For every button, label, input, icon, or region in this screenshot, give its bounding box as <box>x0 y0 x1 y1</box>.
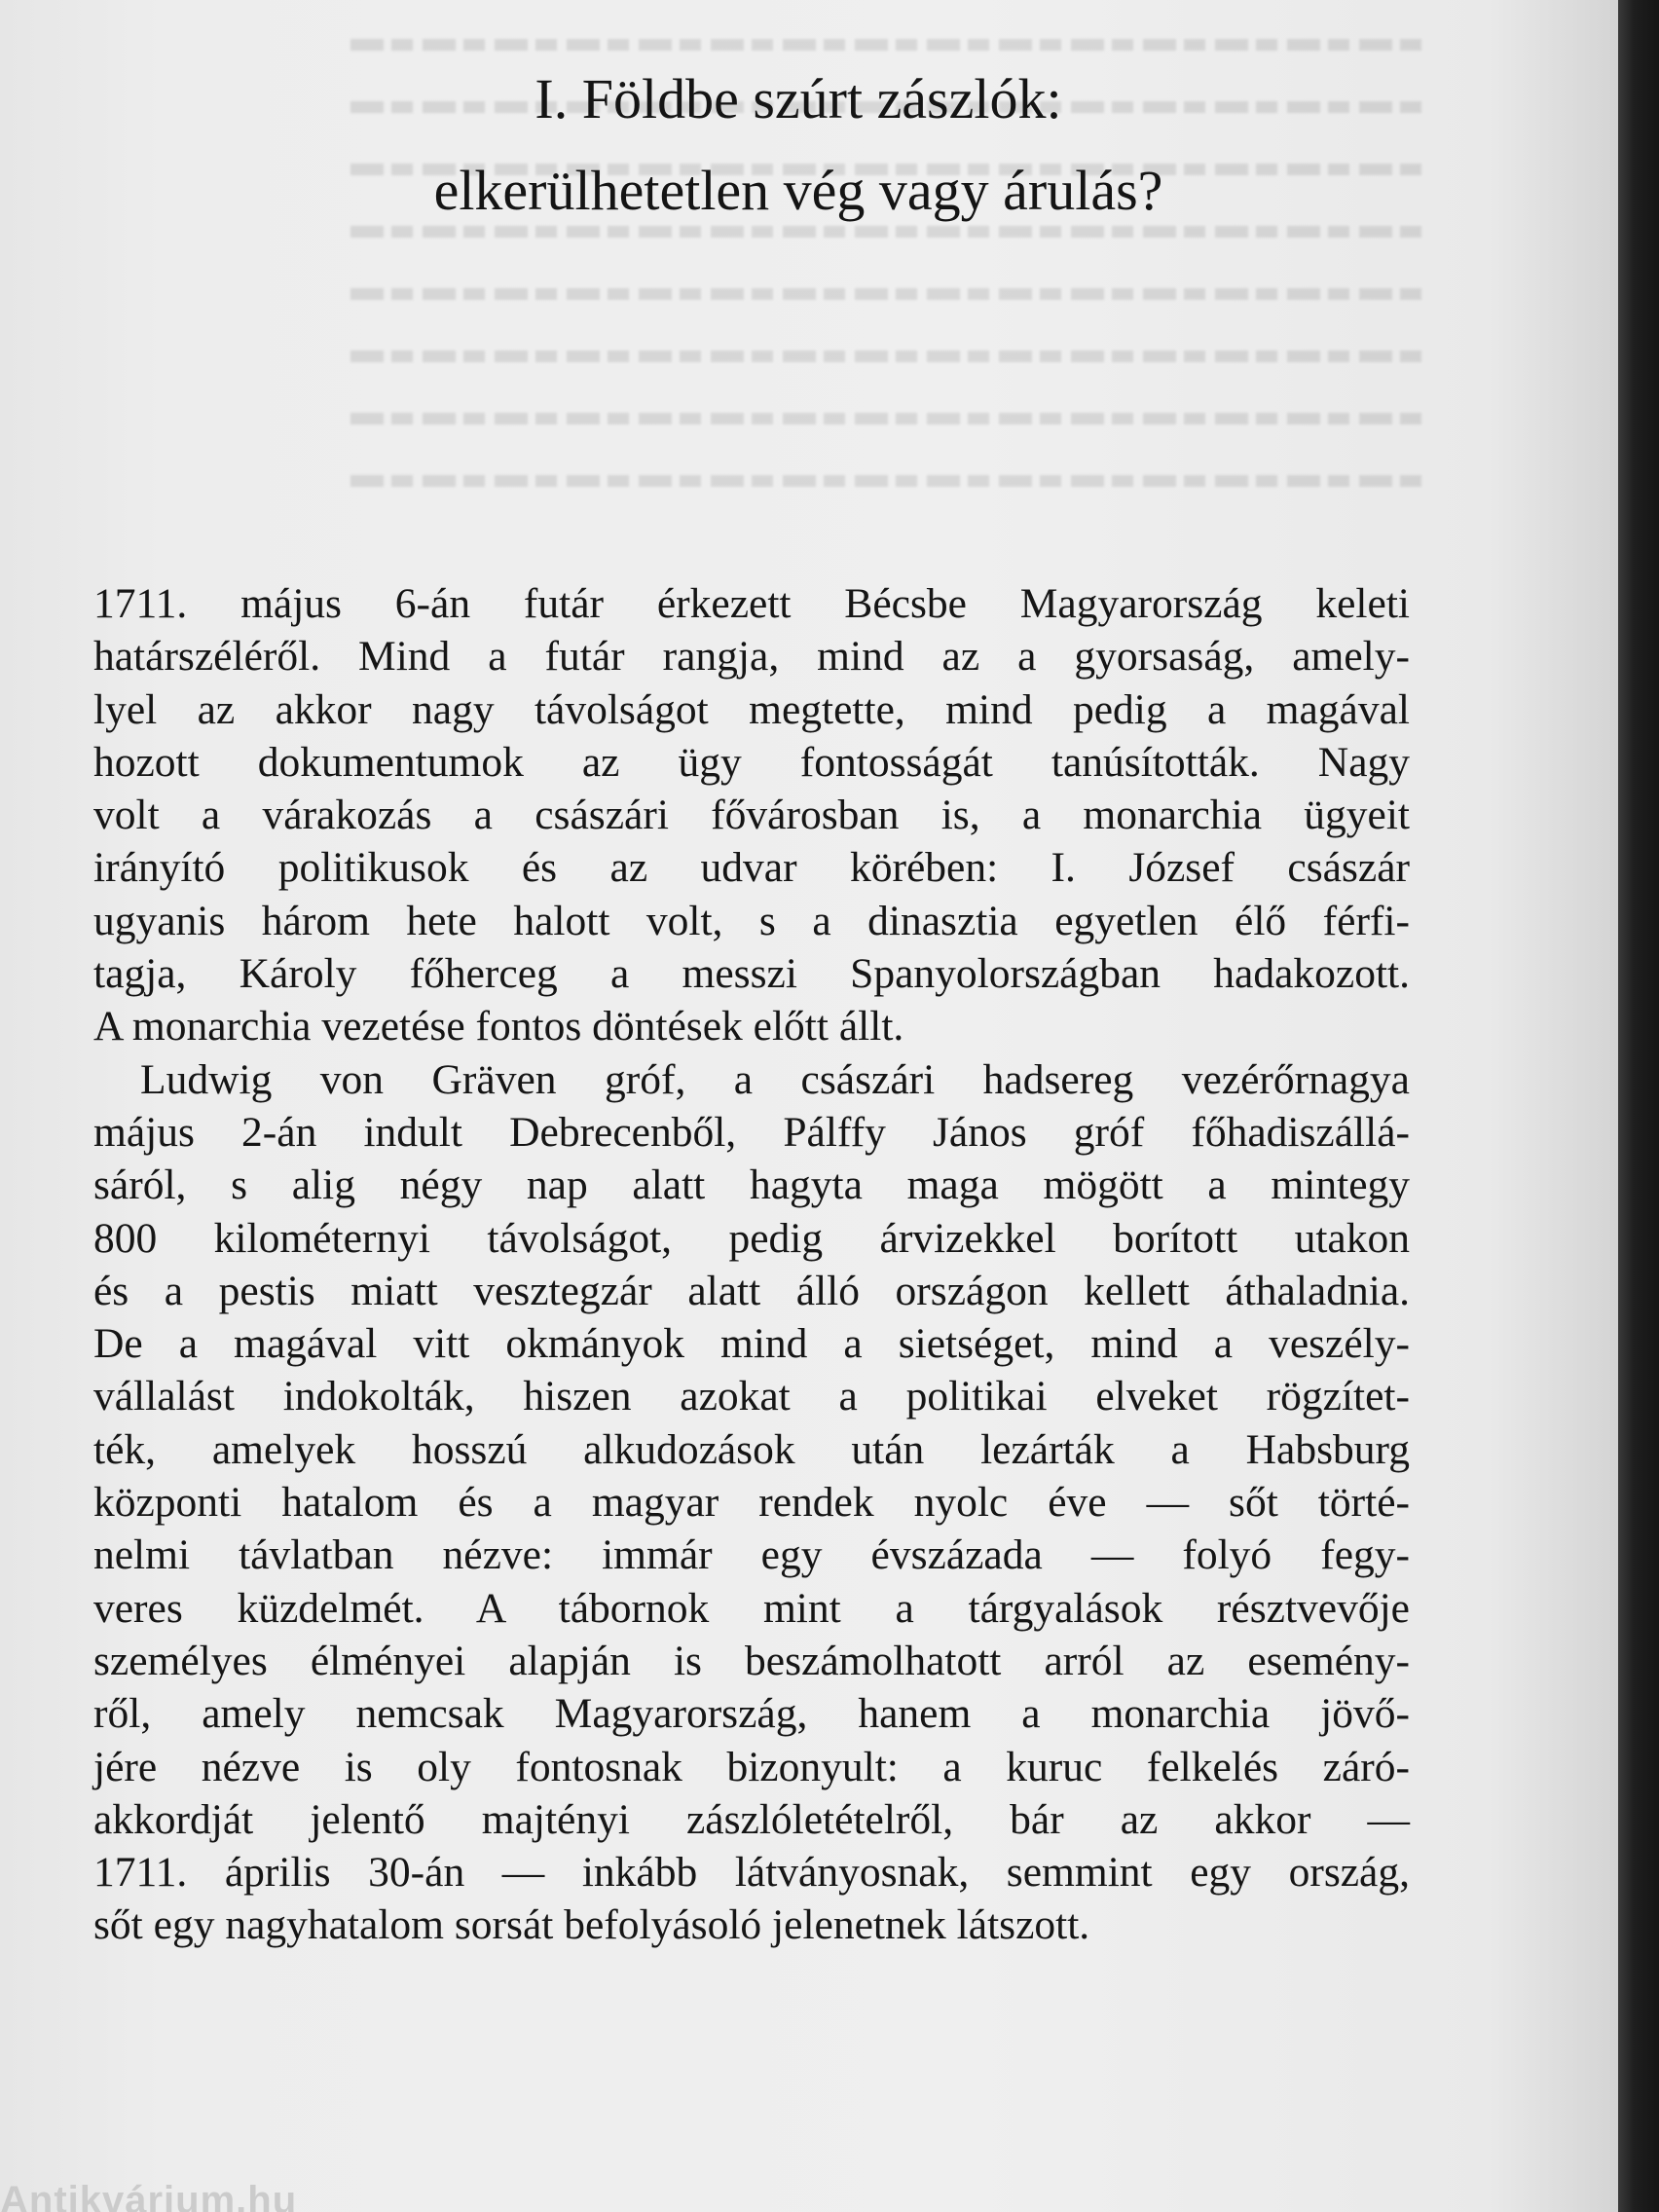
text-line: volt a várakozás a császári fővárosban is, a monarchia ügyeit <box>93 792 1410 839</box>
page-edge-shadow <box>1618 0 1659 2212</box>
text-line: veres küzdelmét. A tábornok mint a tárgyalások résztvevője <box>93 1584 1410 1632</box>
text-line: lyel az akkor nagy távolságot megtette, mind pedig a magával <box>93 685 1410 733</box>
chapter-title-line-1: I. Földbe szúrt zászlók: <box>535 67 1062 130</box>
text-line: személyes élményei alapján is beszámolhatott arról az esemény- <box>93 1637 1410 1684</box>
paragraph-2 <box>93 1053 1410 1952</box>
text-line: 1711. április 30-án — inkább látványosnak, semmint egy ország, <box>93 1849 1410 1897</box>
text-line: határszéléről. Mind a futár rangja, mind az a gyorsaság, amely- <box>93 633 1410 681</box>
text-line: Ludwig von Gräven gróf, a császári hadsereg vezérőrnagya <box>140 1055 1410 1103</box>
text-line: hozott dokumentumok az ügy fontosságát tanúsították. Nagy <box>93 738 1410 786</box>
text-line: A monarchia vezetése fontos döntések előtt állt. <box>93 1003 904 1051</box>
paragraph-1 <box>93 577 1410 1053</box>
text-line: sáról, s alig négy nap alatt hagyta maga mögött a mintegy <box>93 1161 1410 1209</box>
text-line: május 2-án indult Debrecenből, Pálffy János gróf főhadiszállá- <box>93 1108 1410 1156</box>
text-line: sőt egy nagyhatalom sorsát befolyásoló jelenetnek látszott. <box>93 1901 1090 1949</box>
watermark: Antikvárium.hu <box>0 2179 298 2212</box>
chapter-body <box>93 577 1410 1952</box>
text-line: 800 kilométernyi távolságot, pedig árvizekkel borított utakon <box>93 1214 1410 1262</box>
text-line: nelmi távlatban nézve: immár egy évszázada — folyó fegy- <box>93 1531 1410 1579</box>
text-line: jére nézve is oly fontosnak bizonyult: a kuruc felkelés záró- <box>93 1743 1410 1790</box>
text-line: De a magával vitt okmányok mind a sietséget, mind a veszély- <box>93 1320 1410 1368</box>
text-line: irányító politikusok és az udvar körében: I. József császár <box>93 844 1410 892</box>
text-line: 1711. május 6-án futár érkezett Bécsbe Magyarország keleti <box>93 580 1410 627</box>
text-line: ték, amelyek hosszú alkudozások után lezárták a Habsburg <box>93 1425 1410 1473</box>
chapter-title-line-2: elkerülhetetlen vég vagy árulás? <box>433 159 1163 222</box>
chapter-heading <box>146 54 1451 237</box>
text-line: tagja, Károly főherceg a messzi Spanyolországban hadakozott. <box>93 950 1410 998</box>
text-line: ugyanis három hete halott volt, s a dinasztia egyetlen élő férfi- <box>93 897 1410 944</box>
text-line: akkordját jelentő majtényi zászlóletételről, bár az akkor — <box>93 1795 1410 1843</box>
text-line: és a pestis miatt vesztegzár alatt álló országon kellett áthaladnia. <box>93 1267 1410 1314</box>
text-line: vállalást indokolták, hiszen azokat a politikai elveket rögzítet- <box>93 1373 1410 1420</box>
text-line: központi hatalom és a magyar rendek nyolc éve — sőt törté- <box>93 1479 1410 1527</box>
text-line: ről, amely nemcsak Magyarország, hanem a monarchia jövő- <box>93 1690 1410 1738</box>
